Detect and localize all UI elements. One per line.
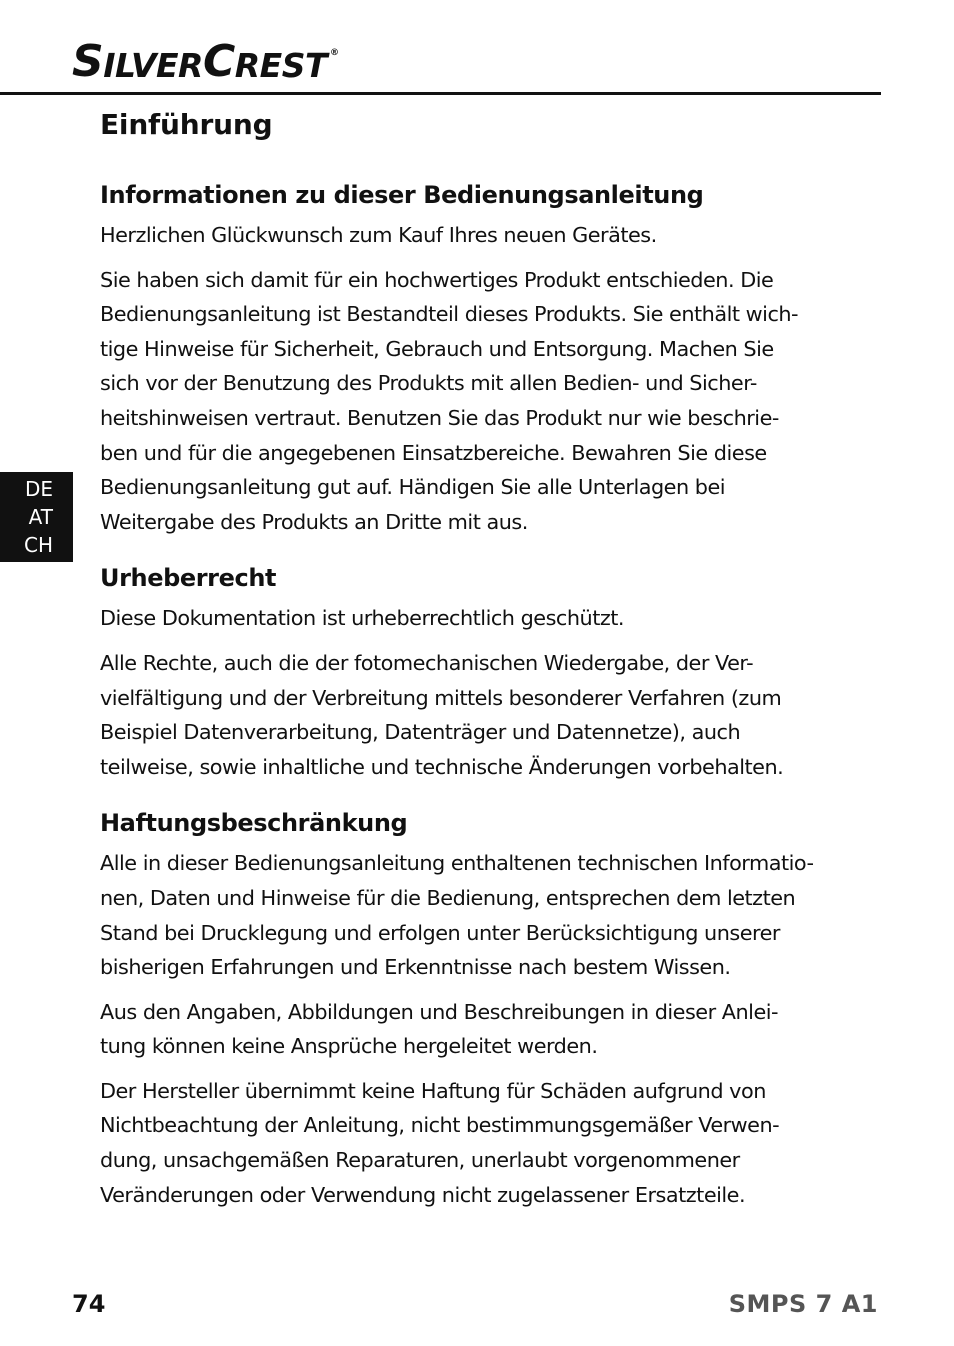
text-line: Herzlichen Glückwunsch zum Kauf Ihres neuen Gerätes. <box>100 223 657 247</box>
text-line: tung können keine Ansprüche hergeleitet werden. <box>100 1034 598 1059</box>
page-number: 74 <box>72 1290 106 1318</box>
model-number: SMPS 7 A1 <box>728 1290 878 1318</box>
paragraph <box>100 995 860 1064</box>
text-line: Veränderungen oder Verwendung nicht zugelassener Ersatzteile. <box>100 1182 746 1207</box>
text-line: Aus den Angaben, Abbildungen und Beschreibungen in dieser Anlei- <box>100 999 779 1024</box>
text-line: Beispiel Datenverarbeitung, Datenträger und Datennetze), auch <box>100 720 741 745</box>
brand-letters: ILVER <box>103 46 203 85</box>
registered-mark: ® <box>330 48 339 58</box>
paragraph <box>100 846 860 984</box>
paragraph <box>100 646 860 784</box>
language-code: DE <box>24 477 53 501</box>
page-content <box>100 104 860 1212</box>
text-line: Weitergabe des Produkts an Dritte mit aus. <box>100 509 528 534</box>
paragraph <box>100 263 860 540</box>
text-line: teilweise, sowie inhaltliche und technische Änderungen vorbehalten. <box>100 754 784 779</box>
text-line: bisherigen Erfahrungen und Erkenntnisse nach bestem Wissen. <box>100 955 731 980</box>
paragraph <box>100 1074 860 1212</box>
brand-letter: C <box>202 36 235 87</box>
text-line: Bedienungsanleitung ist Bestandteil dieses Produkts. Sie enthält wich- <box>100 302 799 327</box>
brand-letter: S <box>72 36 104 87</box>
section-heading: Haftungsbeschränkung <box>100 809 408 838</box>
text-line: heitshinweisen vertraut. Benutzen Sie das Produkt nur wie beschrie- <box>100 405 779 430</box>
text-line: Diese Dokumentation ist urheberrechtlich geschützt. <box>100 606 625 631</box>
text-line: sich vor der Benutzung des Produkts mit allen Bedien- und Sicher- <box>100 371 757 396</box>
language-tab <box>0 472 73 562</box>
text-line: Bedienungsanleitung gut auf. Händigen Sie alle Unterlagen bei <box>100 475 726 500</box>
brand-logo <box>72 36 339 87</box>
text-line: Nichtbeachtung der Anleitung, nicht bestimmungsgemäßer Verwen- <box>100 1113 780 1138</box>
text-line: nen, Daten und Hinweise für die Bedienung, entsprechen dem letzten <box>100 885 796 910</box>
paragraph <box>100 601 860 636</box>
language-code: AT <box>28 505 53 529</box>
text-line: Sie haben sich damit für ein hochwertiges Produkt entschieden. Die <box>100 267 774 292</box>
text-line: Alle in dieser Bedienungsanleitung enthaltenen technischen Informatio- <box>100 851 814 876</box>
page-title: Einführung <box>100 108 273 141</box>
text-line: Der Hersteller übernimmt keine Haftung für Schäden aufgrund von <box>100 1078 766 1103</box>
text-line: Alle Rechte, auch die der fotomechanischen Wiedergabe, der Ver- <box>100 650 754 675</box>
brand-letters: REST <box>234 46 327 85</box>
text-line: dung, unsachgemäßen Reparaturen, unerlaubt vorgenommener <box>100 1148 740 1173</box>
language-code: CH <box>23 533 53 557</box>
header-rule <box>0 92 881 95</box>
paragraph <box>100 218 860 253</box>
text-line: ben und für die angegebenen Einsatzbereiche. Bewahren Sie diese <box>100 440 767 465</box>
text-line: vielfältigung und der Verbreitung mittels besonderer Verfahren (zum <box>100 685 782 710</box>
section-heading: Informationen zu dieser Bedienungsanleitung <box>100 181 704 209</box>
text-line: tige Hinweise für Sicherheit, Gebrauch und Entsorgung. Machen Sie <box>100 336 774 361</box>
text-line: Stand bei Drucklegung und erfolgen unter Berücksichtigung unserer <box>100 920 780 945</box>
section-heading: Urheberrecht <box>100 564 277 593</box>
